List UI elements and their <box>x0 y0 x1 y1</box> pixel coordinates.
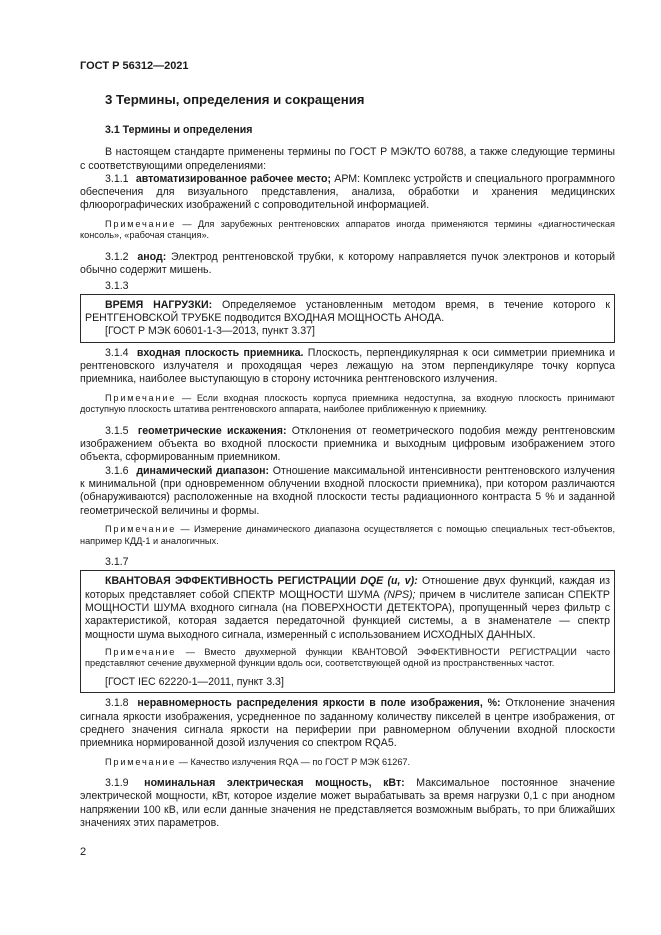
term-definition: Отношение двух функций, каждая из которых представляет собой СПЕКТР МОЩНОСТИ ШУМА <box>85 575 610 601</box>
note-text: Вместо двухмерной функции КВАНТОВОЙ ЭФФЕКТИВНОСТИ РЕГИСТРАЦИИ часто представляют сечение двухмерной функции вдоль оси, соответствующей одной из пространственных частот. <box>85 646 611 669</box>
note-3-1-1: Примечание — Для зарубежных рентгеновских аппаратов иногда применяются термины «диагностическая консоль», «рабочая станция». <box>80 218 615 241</box>
note-label: Примечание <box>105 392 177 403</box>
term-name: автоматизированное рабочее место; <box>135 172 331 185</box>
term-definition: АРМ: Комплекс устройств и специального программного обеспечения для визуального представления, анализа, обработки и хранения медицинских флюорографических изображений с сопроводительной информацией. <box>80 172 616 212</box>
note-3-1-4: Примечание — Если входная плоскость корпуса приемника недоступна, за входную плоскость принимают доступную плоскость штатива рентгеновского аппарата, наиболее приближенную к приемнику. <box>80 392 615 415</box>
term-definition: Максимальное постоянное значение электрической мощности, кВт, которое изделие может вырабатывать за время нагрузки 0,1 с при анодном напряжении 100 кВ, или если данные значения не представляется возможным выбрать, то при ближайших значениях этих параметров. <box>80 777 615 830</box>
term-definition-cont: причем в числителе записан СПЕКТР МОЩНОСТИ ШУМА входного сигнала (на ПОВЕРХНОСТИ ДЕТЕКТОРА), пропущенный через фильтр с характеристикой, которая задается передаточной функцией системы, а в знаменателе — спектр мощности шума выходного сигнала, измеренный с использованием ИСХОДНЫХ ДАННЫХ. <box>85 588 610 641</box>
term-3-1-3 <box>85 299 610 326</box>
term-name: номинальная электрическая мощность, кВт: <box>144 777 405 790</box>
term-definition: Электрод рентгеновской трубки, к которому направляется пучок электронов и который обычно содержит мишень. <box>80 250 615 277</box>
term-3-1-7 <box>85 575 610 641</box>
term-definition: Определяемое установленным методом время, в течение которого к РЕНТГЕНОВСКОЙ ТРУБКЕ подводится ВХОДНАЯ МОЩНОСТЬ АНОДА. <box>85 298 610 325</box>
document-body <box>80 124 615 830</box>
note-label: Примечание <box>105 756 177 767</box>
term-3-1-8: 3.1.8 неравномерность распределения яркости в поле изображения, %: Отклонение значения сигнала яркости изображения, усредненное по заданному количеству пикселей в центре изображения, от среднего значения сигнала яркости на периферии при равномерном облучении входной плоскости приемника нормированной дозой излучения со спектром RQA5. <box>80 697 615 750</box>
standard-header: ГОСТ Р 56312—2021 <box>80 60 189 72</box>
term-name: неравномерность распределения яркости в поле изображения, %: <box>137 697 501 710</box>
intro-paragraph: В настоящем стандарте применены термины по ГОСТ Р МЭК/ТО 60788, а также следующие термины с соответствующими определениями: <box>80 146 615 172</box>
term-3-1-1: 3.1.1 автоматизированное рабочее место; АРМ: Комплекс устройств и специального программного обеспечения для визуального представления, анализа, обработки и хранения медицинских флюорографических изображений с сопроводительной информацией. <box>80 172 616 212</box>
term-name: ВРЕМЯ НАГРУЗКИ: <box>105 298 213 311</box>
note-text: Измерение динамического диапазона осуществляется с помощью специальных тест-объектов, например КДД-1 и аналогичных. <box>80 523 615 546</box>
note-text: Если входная плоскость корпуса приемника недоступна, за входную плоскость принимают доступную плоскость штатива рентгеновского аппарата, наиболее приближенную к приемнику. <box>80 392 615 415</box>
nps-abbreviation: (NPS); <box>383 588 416 601</box>
note-3-1-7: Примечание — Вместо двухмерной функции КВАНТОВОЙ ЭФФЕКТИВНОСТИ РЕГИСТРАЦИИ часто представляют сечение двухмерной функции вдоль оси, соответствующей одной из пространственных частот. <box>85 646 611 669</box>
term-definition: Плоскость, перпендикулярная к оси симметрии приемника и рентгеновского излучателя и проходящая через лежащую на этом перпендикуляре точку корпуса приемника, наиболее выступающую в сторону источника рентгеновского излучения. <box>80 346 616 386</box>
term-3-1-3-number: 3.1.3 <box>105 279 129 292</box>
term-3-1-2: 3.1.2 анод: Электрод рентгеновской трубки, к которому направляется пучок электронов и который обычно содержит мишень. <box>80 250 615 277</box>
term-3-1-9: 3.1.9 номинальная электрическая мощность, кВт: Максимальное постоянное значение электрической мощности, кВт, которое изделие может вырабатывать за время нагрузки 0,1 с при анодном напряжении 100 кВ, или если данные значения не представляется возможным выбрать, то при ближайших значениях этих параметров. <box>80 777 615 830</box>
term-source: [ГОСТ Р МЭК 60601-1-3—2013, пункт 3.37] <box>105 325 315 338</box>
section-title: 3 Термины, определения и сокращения <box>105 92 365 107</box>
note-3-1-6: Примечание — Измерение динамического диапазона осуществляется с помощью специальных тест-объектов, например КДД-1 и аналогичных. <box>80 523 615 546</box>
term-3-1-5: 3.1.5 геометрические искажения: Отклонения от геометрического подобия между рентгеновским изображением объекта во входной плоскости приемника и выходным цифровым изображением этого объекта, сформированным приемником. <box>80 424 615 464</box>
term-source: [ГОСТ IEC 62220-1—2011, пункт 3.3] <box>105 676 284 689</box>
term-box-3-1-7 <box>80 570 615 693</box>
term-name: входная плоскость приемника. <box>136 346 304 359</box>
note-text: Качество излучения RQA — по ГОСТ Р МЭК 61267. <box>190 756 411 767</box>
term-definition: Отношение максимальной интенсивности рентгеновского излучения к минимальной (при одновременном облучении входной плоскости приемника), при котором различаются (обнаруживаются) расположенные на входной плоскости тесты радиационного контраста 5 % и заданной геометрической величины и формы. <box>80 464 615 517</box>
note-label: Примечание <box>105 646 177 657</box>
term-3-1-6: 3.1.6 динамический диапазон: Отношение максимальной интенсивности рентгеновского излучения к минимальной (при одновременном облучении входной плоскости приемника), при котором различаются (обнаруживаются) расположенные на входной плоскости тесты радиационного контраста 5 % и заданной геометрической величины и формы. <box>80 464 615 517</box>
note-text: Для зарубежных рентгеновских аппаратов иногда применяются термины «диагностическая консоль», «рабочая станция». <box>80 218 615 241</box>
term-3-1-7-number: 3.1.7 <box>105 556 129 569</box>
term-3-1-4: 3.1.4 входная плоскость приемника. Плоскость, перпендикулярная к оси симметрии приемника и рентгеновского излучателя и проходящая через лежащую на этом перпендикуляре точку корпуса приемника, наиболее выступающую в сторону источника рентгеновского излучения. <box>80 346 616 386</box>
page-number: 2 <box>80 846 87 858</box>
term-name: геометрические искажения: <box>137 424 287 437</box>
term-symbol: DQE (u, v): <box>360 575 418 588</box>
subsection-title: 3.1 Термины и определения <box>105 124 253 136</box>
term-name: анод: <box>137 250 167 263</box>
term-name: динамический диапазон: <box>136 464 270 477</box>
note-label: Примечание <box>105 523 177 534</box>
note-label: Примечание <box>105 218 177 229</box>
term-definition: Отклонения от геометрического подобия между рентгеновским изображением объекта во входной плоскости приемника и выходным цифровым изображением этого объекта, сформированным приемником. <box>80 424 615 464</box>
term-definition: Отклонение значения сигнала яркости изображения, усредненное по заданному количеству пикселей в центре изображения, от среднего значения сигнала яркости на периферии при равномерном облучении входной плоскости приемника нормированной дозой излучения со спектром RQA5. <box>80 697 615 750</box>
term-name: КВАНТОВАЯ ЭФФЕКТИВНОСТЬ РЕГИСТРАЦИИ <box>105 575 356 588</box>
note-3-1-8: Примечание — Качество излучения RQA — по ГОСТ Р МЭК 61267. <box>105 756 411 767</box>
term-box-3-1-3 <box>80 294 615 343</box>
